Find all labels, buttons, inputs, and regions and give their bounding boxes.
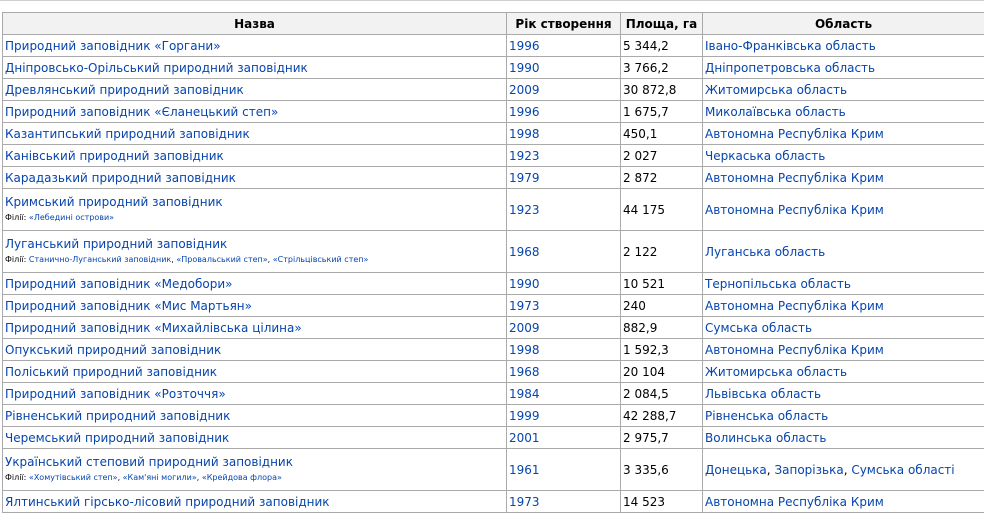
region-link[interactable]: Донецька [705,462,767,477]
cell-name [3,79,507,101]
cell-region [703,145,984,167]
branches-label: Філії: [5,473,27,482]
branch-link[interactable]: «Лебедині острови» [28,213,115,222]
region-link[interactable]: Волинська область [705,430,827,445]
region-link[interactable]: Сумська область [705,320,813,335]
region-link[interactable]: Автономна Республіка Крим [705,342,884,357]
reserve-name-link[interactable]: Карадазький природний заповідник [5,170,236,185]
cell-year [507,295,621,317]
cell-region [703,79,984,101]
cell-name [3,339,507,361]
year-link[interactable]: 1996 [509,38,540,53]
cell-area: 42 288,7 [621,405,703,427]
cell-area: 3 335,6 [621,449,703,491]
cell-name [3,189,507,231]
reserve-name-link[interactable]: Природний заповідник «Горгани» [5,38,221,53]
region-link[interactable]: Житомирська область [705,82,848,97]
cell-region [703,57,984,79]
cell-name [3,405,507,427]
region-link[interactable]: Львівська область [705,386,822,401]
table-row [3,383,984,405]
cell-area: 1 592,3 [621,339,703,361]
cell-year [507,339,621,361]
cell-area: 2 084,5 [621,383,703,405]
cell-year [507,79,621,101]
table-row [3,231,984,273]
region-link[interactable]: Дніпропетровська область [705,60,876,75]
cell-region [703,295,984,317]
cell-region [703,491,984,513]
region-link[interactable]: Житомирська область [705,364,848,379]
table-body [3,35,984,513]
branch-link[interactable]: «Стрільцівський степ» [272,255,369,264]
table-row [3,405,984,427]
table-row [3,57,984,79]
table-row [3,189,984,231]
cell-year [507,383,621,405]
cell-name [3,123,507,145]
cell-year [507,405,621,427]
cell-year [507,491,621,513]
cell-region [703,167,984,189]
reserve-name-link[interactable]: Природний заповідник «Мис Мартьян» [5,298,252,313]
table-row [3,101,984,123]
branch-link[interactable]: «Кам'яні могили» [122,473,197,482]
cell-year [507,427,621,449]
cell-name [3,273,507,295]
cell-name [3,35,507,57]
branches-label: Філії: [5,255,27,264]
region-link[interactable]: Рівненська область [705,408,829,423]
cell-name [3,167,507,189]
reserve-name-link[interactable]: Черемський природний заповідник [5,430,230,445]
cell-region [703,101,984,123]
cell-name [3,145,507,167]
reserve-name-link[interactable]: Дніпровсько-Орільський природний заповідник [5,60,308,75]
reserve-name-link[interactable]: Природний заповідник «Єланецький степ» [5,104,279,119]
table-row [3,145,984,167]
cell-area: 20 104 [621,361,703,383]
region-link[interactable]: Івано-Франківська область [705,38,876,53]
cell-name [3,295,507,317]
cell-year [507,361,621,383]
cell-region [703,231,984,273]
cell-area: 450,1 [621,123,703,145]
cell-region [703,123,984,145]
cell-area: 30 872,8 [621,79,703,101]
year-link[interactable]: 1973 [509,298,540,313]
year-link[interactable]: 2009 [509,82,540,97]
year-link[interactable]: 1923 [509,148,540,163]
table-row [3,427,984,449]
table-header-row [3,13,984,35]
branches-line: Філії: «Хомутівський степ», «Кам'яні могили», «Крейдова флора» [5,473,282,482]
branch-link[interactable]: «Провальський степ» [176,255,268,264]
year-link[interactable]: 2009 [509,320,540,335]
year-link[interactable]: 1990 [509,60,540,75]
cell-name [3,361,507,383]
reserve-name-link[interactable]: Канівський природний заповідник [5,148,224,163]
region-link[interactable]: Автономна Республіка Крим [705,170,884,185]
table-row [3,167,984,189]
table-row [3,339,984,361]
reserve-name-link[interactable]: Поліський природний заповідник [5,364,217,379]
region-link[interactable]: Миколаївська область [705,104,846,119]
column-header-name[interactable]: Назва [3,13,507,35]
cell-region [703,273,984,295]
cell-area: 3 766,2 [621,57,703,79]
reserve-name-link[interactable]: Кримський природний заповідник [5,195,223,209]
cell-region: Донецька, Запорізька, Сумська області [703,449,984,491]
column-header-region[interactable]: Область [703,13,984,35]
table-row [3,123,984,145]
year-link[interactable]: 2001 [509,430,540,445]
cell-year [507,231,621,273]
region-link[interactable]: Автономна Республіка Крим [705,126,884,141]
branches-line [5,212,504,224]
reserve-name-link[interactable]: Луганський природний заповідник [5,237,228,251]
cell-name [3,317,507,339]
cell-region [703,317,984,339]
cell-year [507,145,621,167]
region-link[interactable]: Черкаська область [705,148,826,163]
cell-year [507,189,621,231]
year-link[interactable]: 1998 [509,126,540,141]
cell-year [507,449,621,491]
cell-year [507,101,621,123]
region-link[interactable]: Автономна Республіка Крим [705,494,884,509]
region-link[interactable]: Запорізька [774,462,844,477]
region-link[interactable]: Автономна Республіка Крим [705,202,884,217]
cell-name [3,101,507,123]
cell-region [703,361,984,383]
cell-region [703,35,984,57]
cell-name [3,383,507,405]
reserve-name-link[interactable]: Ялтинський гірсько-лісовий природний заповідник [5,494,330,509]
year-link[interactable]: 1968 [509,244,540,259]
table-row [3,361,984,383]
top-divider [0,0,984,3]
year-link[interactable]: 1999 [509,408,540,423]
reserves-table [2,12,984,513]
cell-region [703,383,984,405]
table-row [3,273,984,295]
cell-year [507,35,621,57]
cell-area: 44 175 [621,189,703,231]
cell-area: 882,9 [621,317,703,339]
cell-area: 240 [621,295,703,317]
year-link[interactable]: 1923 [509,202,540,217]
cell-area: 2 122 [621,231,703,273]
cell-region [703,189,984,231]
year-link[interactable]: 1979 [509,170,540,185]
region-link[interactable]: Тернопільська область [705,276,851,291]
table-row [3,449,984,491]
cell-region [703,339,984,361]
branch-link[interactable]: Станично-Луганський заповідник [28,255,172,264]
branches-line: Філії: Станично-Луганський заповідник, «Провальський степ», «Стрільцівський степ» [5,255,369,264]
cell-area: 5 344,2 [621,35,703,57]
cell-region [703,427,984,449]
branch-link[interactable]: «Крейдова флора» [201,473,282,482]
table-row [3,317,984,339]
reserve-name-link[interactable]: Природний заповідник «Розточчя» [5,386,226,401]
year-link[interactable]: 1990 [509,276,540,291]
cell-year [507,273,621,295]
reserve-name-link[interactable]: Український степовий природний заповідник [5,455,293,469]
cell-name [3,449,507,491]
cell-region [703,405,984,427]
column-header-area[interactable]: Площа, га [621,13,703,35]
branches-label: Філії: [5,213,27,222]
column-header-year[interactable]: Рік створення [507,13,621,35]
reserve-name-link[interactable]: Рівненський природний заповідник [5,408,231,423]
reserve-name-link[interactable]: Древлянський природний заповідник [5,82,244,97]
cell-name [3,231,507,273]
table-row [3,35,984,57]
table-row [3,491,984,513]
year-link[interactable]: 1968 [509,364,540,379]
reserve-name-link[interactable]: Казантипський природний заповідник [5,126,250,141]
cell-area: 2 027 [621,145,703,167]
cell-name [3,491,507,513]
cell-name [3,57,507,79]
reserve-name-link[interactable]: Опукський природний заповідник [5,342,222,357]
cell-year [507,123,621,145]
year-link[interactable]: 1984 [509,386,540,401]
cell-year [507,167,621,189]
table-row [3,79,984,101]
cell-area: 1 675,7 [621,101,703,123]
table-row [3,295,984,317]
region-link[interactable]: Автономна Республіка Крим [705,298,884,313]
reserve-name-link[interactable]: Природний заповідник «Медобори» [5,276,233,291]
region-link[interactable]: Сумська області [851,462,955,477]
year-link[interactable]: 1996 [509,104,540,119]
cell-area: 10 521 [621,273,703,295]
region-link[interactable]: Луганська область [705,244,826,259]
year-link[interactable]: 1998 [509,342,540,357]
reserve-name-link[interactable]: Природний заповідник «Михайлівська цілина» [5,320,302,335]
branch-link[interactable]: «Хомутівський степ» [28,473,118,482]
cell-area: 2 872 [621,167,703,189]
cell-year [507,57,621,79]
cell-name [3,427,507,449]
year-link[interactable]: 1973 [509,494,540,509]
year-link[interactable]: 1961 [509,462,540,477]
cell-area: 2 975,7 [621,427,703,449]
cell-area: 14 523 [621,491,703,513]
cell-year [507,317,621,339]
